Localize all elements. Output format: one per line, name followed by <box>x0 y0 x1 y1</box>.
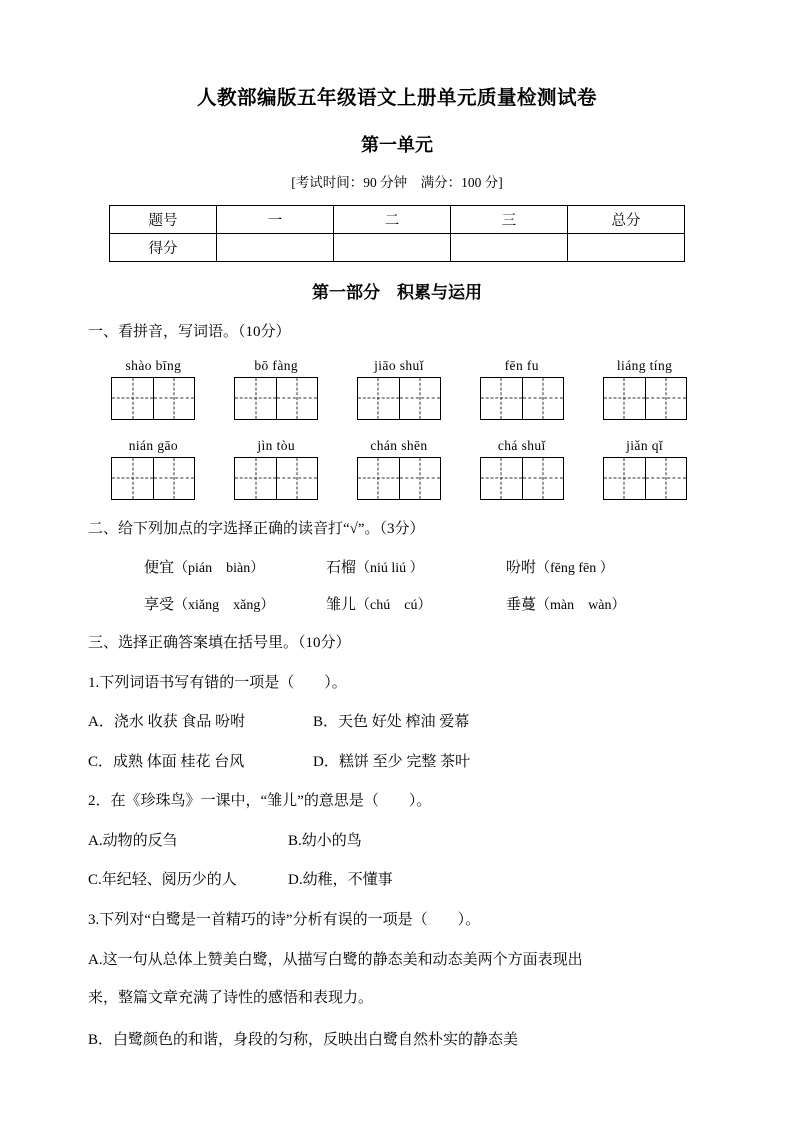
pinyin-label: chán shēn <box>370 437 428 453</box>
pinyin-label: nián gāo <box>128 437 179 453</box>
pinyin-label: fēn fu <box>504 357 539 373</box>
pronunciation-item[interactable] <box>144 556 326 577</box>
pinyin-item <box>215 358 338 374</box>
table-row <box>110 206 685 234</box>
page-content <box>88 0 706 1052</box>
writing-box-group[interactable] <box>460 457 583 500</box>
pinyin-row-1 <box>88 358 706 374</box>
writing-box-group[interactable] <box>583 457 706 500</box>
writing-box-group[interactable] <box>92 377 215 420</box>
writing-box-group[interactable] <box>338 377 461 420</box>
tian-cell[interactable] <box>604 458 645 499</box>
tian-cell[interactable] <box>522 458 563 499</box>
tian-cell[interactable] <box>276 458 317 499</box>
writing-box-group[interactable] <box>92 457 215 500</box>
writing-box-group[interactable] <box>215 457 338 500</box>
question-1-options-row-2 <box>88 751 706 774</box>
pron-word: 石榴 <box>326 558 357 576</box>
writing-box-group[interactable] <box>583 377 706 420</box>
writing-grid-row-2 <box>88 457 706 500</box>
pron-choices[interactable]: （xiǎng xǎng） <box>174 598 275 613</box>
writing-box-group[interactable] <box>215 377 338 420</box>
option-3-a-line-2[interactable]: 来，整篇文章充满了诗性的感悟和表现力。 <box>88 990 374 1007</box>
pronunciation-item[interactable] <box>326 556 506 577</box>
question-1-stem[interactable]: 1.下列词语书写有错的一项是（ ）。 <box>88 674 347 691</box>
score-cell-3[interactable] <box>451 234 568 262</box>
page-title: 人教部编版五年级语文上册单元质量检测试卷 <box>196 86 597 109</box>
tian-cell[interactable] <box>276 378 317 419</box>
tian-cell[interactable] <box>604 378 645 419</box>
pronunciation-row-2 <box>88 593 706 614</box>
pronunciation-item[interactable] <box>506 593 625 614</box>
unit-title: 第一单元 <box>361 135 433 156</box>
pronunciation-item[interactable] <box>144 593 326 614</box>
question-2-stem[interactable]: 2．在《珍珠鸟》一课中，“雏儿”的意思是（ ）。 <box>88 793 432 809</box>
pron-choices[interactable]: （màn wàn） <box>536 598 626 613</box>
option-2-a[interactable]: A.动物的反刍 <box>88 832 178 849</box>
pron-choices[interactable]: （chú cú） <box>356 598 432 613</box>
option-1-d[interactable]: D．糕饼 至少 完整 茶叶 <box>313 753 471 770</box>
option-1-c[interactable]: C．成熟 体面 桂花 台风 <box>88 753 245 770</box>
tian-cell[interactable] <box>235 458 276 499</box>
table-row <box>110 234 685 262</box>
tian-cell[interactable] <box>358 458 399 499</box>
question-1-options-row-1 <box>88 711 706 734</box>
score-table-row-label: 得分 <box>110 234 217 262</box>
pinyin-label: jiǎn qǐ <box>626 437 664 453</box>
pinyin-item <box>460 358 583 374</box>
pron-word: 享受 <box>144 595 175 613</box>
pron-word: 雏儿 <box>326 595 357 613</box>
pinyin-label: chá shuǐ <box>497 437 546 453</box>
writing-grid-row-1 <box>88 377 706 420</box>
tian-cell[interactable] <box>645 378 686 419</box>
pinyin-label: jiāo shuǐ <box>374 357 424 373</box>
tian-cell[interactable] <box>153 458 194 499</box>
pinyin-item <box>338 438 461 454</box>
score-table-row-label: 题号 <box>110 206 217 234</box>
writing-box-group[interactable] <box>460 377 583 420</box>
tian-cell[interactable] <box>522 378 563 419</box>
pinyin-item <box>583 358 706 374</box>
pinyin-row-2 <box>88 438 706 454</box>
writing-box-group[interactable] <box>338 457 461 500</box>
tian-cell[interactable] <box>153 378 194 419</box>
pron-choices[interactable]: （niú liú ） <box>356 561 424 576</box>
pron-word: 垂蔓 <box>506 595 537 613</box>
pinyin-label: shào bīng <box>125 357 182 373</box>
pinyin-item <box>460 438 583 454</box>
score-cell-2[interactable] <box>334 234 451 262</box>
question-3-stem[interactable]: 3.下列对“白鹭是一首精巧的诗”分析有误的一项是（ ）。 <box>88 911 481 928</box>
pinyin-label: jìn tòu <box>257 437 296 453</box>
option-1-a[interactable]: A．浇水 收获 食品 吩咐 <box>88 714 246 730</box>
tian-cell[interactable] <box>399 378 440 419</box>
question-2-options-row-2 <box>88 869 706 892</box>
exam-meta: [考试时间：90 分钟 满分：100 分] <box>291 175 503 190</box>
score-table-col-1: 一 <box>217 206 334 234</box>
option-2-c[interactable]: C.年纪轻、阅历少的人 <box>88 872 237 888</box>
pinyin-item <box>92 438 215 454</box>
pronunciation-item[interactable] <box>506 556 614 577</box>
pinyin-writing-block <box>88 358 706 500</box>
score-cell-total[interactable] <box>568 234 685 262</box>
tian-cell[interactable] <box>399 458 440 499</box>
option-3-b[interactable]: B．白鹭颜色的和谐，身段的匀称，反映出白鹭自然朴实的静态美 <box>88 1031 519 1048</box>
pron-word: 吩咐 <box>506 558 537 576</box>
score-table <box>109 205 685 262</box>
section-1-heading: 一、看拼音，写词语。（10分） <box>88 324 291 340</box>
option-2-d[interactable]: D.幼稚，不懂事 <box>288 872 393 888</box>
pinyin-label: liáng tíng <box>616 357 673 373</box>
score-cell-1[interactable] <box>217 234 334 262</box>
pron-choices[interactable]: （pián biàn） <box>174 561 265 576</box>
option-3-a-line-1[interactable]: A.这一句从总体上赞美白鹭，从描写白鹭的静态美和动态美两个方面表现出 <box>88 952 583 968</box>
pinyin-item <box>583 438 706 454</box>
option-2-b[interactable]: B.幼小的鸟 <box>288 832 362 849</box>
section-3-heading: 三、选择正确答案填在括号里。（10分） <box>88 635 351 651</box>
pinyin-label: bō fàng <box>254 357 299 373</box>
score-table-col-2: 二 <box>334 206 451 234</box>
score-table-col-3: 三 <box>451 206 568 234</box>
pinyin-item <box>215 438 338 454</box>
tian-cell[interactable] <box>481 378 522 419</box>
section-2-heading: 二、给下列加点的字选择正确的读音打“√”。（3分） <box>88 520 425 537</box>
pinyin-item <box>338 358 461 374</box>
tian-cell[interactable] <box>645 458 686 499</box>
tian-cell[interactable] <box>112 378 153 419</box>
tian-cell[interactable] <box>358 378 399 419</box>
question-2-options-row-1 <box>88 830 706 853</box>
pronunciation-item[interactable] <box>326 593 506 614</box>
score-table-col-total: 总分 <box>568 206 685 234</box>
tian-cell[interactable] <box>112 458 153 499</box>
pronunciation-row-1 <box>88 556 706 577</box>
pinyin-item <box>92 358 215 374</box>
part-one-heading: 第一部分 积累与运用 <box>312 283 482 303</box>
tian-cell[interactable] <box>481 458 522 499</box>
pron-choices[interactable]: （fēng fēn ） <box>536 561 614 576</box>
tian-cell[interactable] <box>235 378 276 419</box>
option-1-b[interactable]: B．天色 好处 榨油 爱幕 <box>313 714 470 730</box>
pron-word: 便宜 <box>144 558 175 576</box>
